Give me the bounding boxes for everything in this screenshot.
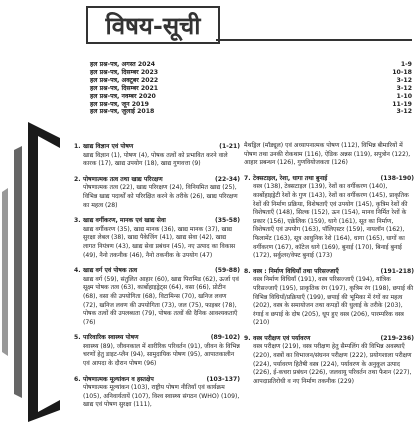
chapter-heading[interactable]: 2. पोषणात्मक तत्व तथा खाद्य परिरक्षण (22-34) — [74, 175, 240, 183]
solved-papers-list — [90, 61, 412, 116]
title-box — [86, 6, 220, 44]
chapter-entry — [74, 176, 240, 210]
solved-paper-row: हल प्रश्न-पत्र, दिसम्बर 2023 10-18 — [90, 68, 412, 76]
chapter-heading[interactable]: 4. खाद्य वर्ग एवं पोषक तत्व (59-88) — [74, 267, 240, 275]
chapter-entry — [74, 376, 240, 410]
chapter-entry — [74, 217, 240, 260]
chapter-heading[interactable]: 6. पोषणात्मक मूल्यांकन व हस्तक्षेप (103-137) — [74, 375, 240, 383]
chapter-heading[interactable]: 5. पारिवारिक स्वास्थ्य पोषण (89-102) — [74, 334, 240, 342]
chapter-heading[interactable]: 7. टेक्सटाइल, रेशा, धागा तथा बुनाई (138-190) — [244, 174, 414, 182]
title-underline — [216, 39, 412, 41]
chapter-topics: पोषणात्मक तत्व (22), खाद्य परिरक्षण (24), विनियमित खाद्य (25), विभिन्न खाद्य पदार्थों को परिरक्षित करने के तरीके (26), खाद्य परिरक्षण का महत्व (28) — [83, 184, 238, 209]
chapter-topics: खाद्य वर्गीकरण (35), खाद्य मानक (36), खाद्य मानक (37), खाद्य सुरक्षा लेबल (38), खाद्य पैकेजिंग (41), खाद्य सेवा (42), खाद्य लागत नियंत्रण (43), खाद्य सेवा प्रबंधन (45), नए उत्पाद का विकास (49), नैनो तकनीक (46), नैनो तकनीक के उपयोग (47) — [83, 225, 236, 259]
chapter-entry — [244, 175, 414, 261]
solved-paper-row: हल प्रश्न-पत्र, जून 2019 11-19 — [90, 100, 412, 108]
decorative-bracket — [0, 122, 60, 422]
chapter-entry — [244, 335, 414, 387]
contents-left-column — [74, 142, 240, 410]
chapter-topics: स्वास्थ्य (89), जीवनकाल में शारीरिक परिवर्तन (91), जीवन के विभिन्न चरणों हेतु डाइट-प्लैन (94), सामुदायिक पोषण (95), आपातकालीन एवं आपदा के दौरान पोषण (96) — [83, 342, 240, 368]
chapter-entry — [74, 267, 240, 327]
solved-paper-row: हल प्रश्न-पत्र, नवम्बर 2020 1-10 — [90, 92, 412, 100]
chapter-topics: वस्त्र (138), टेक्सटाइल (139), रेशों का वर्गीकरण (140), कार्बोहाइड्रेटी रेशों के गुण (143), रेशों का वर्गीकरण (145), प्राकृतिक रेशों की निर्माण प्रक्रिया, विशेषताएँ एवं उपयोग (145), कृत्रिम रेशों की विशेषताएँ (148), सिल्क (152), ऊन (154), मानव निर्मित रेशों के प्रकार (156), एक्रेलिक (159), धागे (161), सूत का निर्माण, विशेषताएँ एवं उपयोग (163), पॉलिएस्टर (159), नायलॉन (162), फिलामेंट (163), सूत्र आधुनिक रेशे (164), धागा (165), धागों का वर्गीकरण (167), कॉटेज धागे (169), बुनाई (170), बिनाई बुनाई (172), सर्कुलर/वेफ्ट बुनाई (173) — [253, 183, 409, 260]
solved-paper-row: हल प्रश्न-पत्र, अक्टूबर 2022 3-12 — [90, 76, 412, 84]
chapter-topics: वस्त्र निर्माण विधियाँ (191), वस्त्र परिसज्जाएँ (194), यांत्रिक परिसज्जाएँ (195), प्राकृतिक रंग (197), कृत्रिम रंग (198), छपाई की विभिन्न विधियाँ/प्रक्रियाएँ (199), छपाई की भूमिका में रंगों का महत्व (202), वस्त्र के समायोजन तथा कपड़ों की धुलाई के तरीके (203), रंगाई व छपाई के दोष (205), धूप हुए वस्त्र (206), पारम्परिक वस्त्र (210) — [253, 276, 414, 327]
chapter-heading[interactable]: 8. वस्त्र : निर्माण विधियाँ तथा परिसज्जाएँ (191-218) — [244, 267, 414, 275]
chapter-heading[interactable]: 1. खाद्य विज्ञान एवं पोषण (1-21) — [74, 143, 240, 150]
chapter-entry — [244, 268, 414, 328]
chapter-heading[interactable]: 9. वस्त्र परीक्षण एवं पर्यावरण (219-236) — [244, 334, 414, 342]
chapter-topics: पोषणात्मक मूल्यांकन (103), राष्ट्रीय पोषण नीतियाँ एवं कार्यक्रम (105), अनिवार्यतायें (107), विश्व स्वास्थ्य संगठन (WHO) (109), खाद्य एवं पोषण सुरक्षा (111), — [83, 384, 240, 409]
chapter-topics: वस्त्र परीक्षण (219), वस्त्र परीक्षण हेतु सैम्पलिंग की विभिन्न अवस्थाएँ (220), वस्त्रों का विभाजन/संघनन परीक्षण (222), प्रयोगशाला परीक्षण (224), पर्यावरण हितैषी वस्त्र (224), पर्यावरण के अनुकूल उत्पाद (226), ई-कचरा प्रबंधन (226), जलवायु परिवर्तन तथा फैशन (227), आपदाप्रतिरोधी व नए निर्माण तकनीक (229) — [253, 343, 412, 385]
chapter-entry — [74, 143, 240, 169]
chapter-topics: मैथड्रिल (मॉड्यूल) एवं अध्यापनात्मक पोषण (112), विभिन्न बीमारियों में पोषण तथा उनकी रोकथाम (116), ऐडिक अन्नस (119), सपुत्रोन (122), आहार प्रबन्धन (126), गुणवियोजकता (126) — [244, 142, 411, 167]
chapter-entry — [74, 334, 240, 368]
chapter-heading[interactable]: 3. खाद्य वर्गीकरण, मानक एवं खाद्य सेवा (35-58) — [74, 217, 240, 225]
page-title: विषय-सूची — [105, 10, 201, 40]
contents-right-column — [244, 142, 414, 386]
chapter-topics: खाद्य विज्ञान (1), पोषण (4), पोषक तत्वों को प्रभावित करने वाले कारक (17), खाद्य उपयोग (18), खाद्य गुणवत्ता (9) — [83, 151, 228, 168]
solved-paper-row: हल प्रश्न-पत्र, जुलाई 2018 3-12 — [90, 108, 412, 116]
solved-paper-row: हल प्रश्न-पत्र, दिसम्बर 2021 3-12 — [90, 84, 412, 92]
chapter-topics: खाद्य वर्ग (59), संतुलित आहार (60), खाद्य पिरामिड (62), ऊर्जा एवं सूक्ष्म पोषक तत्व (63), कार्बोहाइड्रेट्स (64), वसा (66), प्रोटीन (68), वसा की उपयोगिता (68), विटामिन्स (70), खनिज लवण (72), खनिज लवण की उपयोगिता (73), जल (75), फाइबर (78), पोषक तत्वों की उपलब्धता (79), पोषक तत्वों की दैनिक आवश्यकताएँ (76) — [83, 275, 239, 326]
solved-paper-row: हल प्रश्न-पत्र, अगस्त 2024 1-9 — [90, 61, 412, 68]
chapter-continuation — [244, 142, 414, 168]
